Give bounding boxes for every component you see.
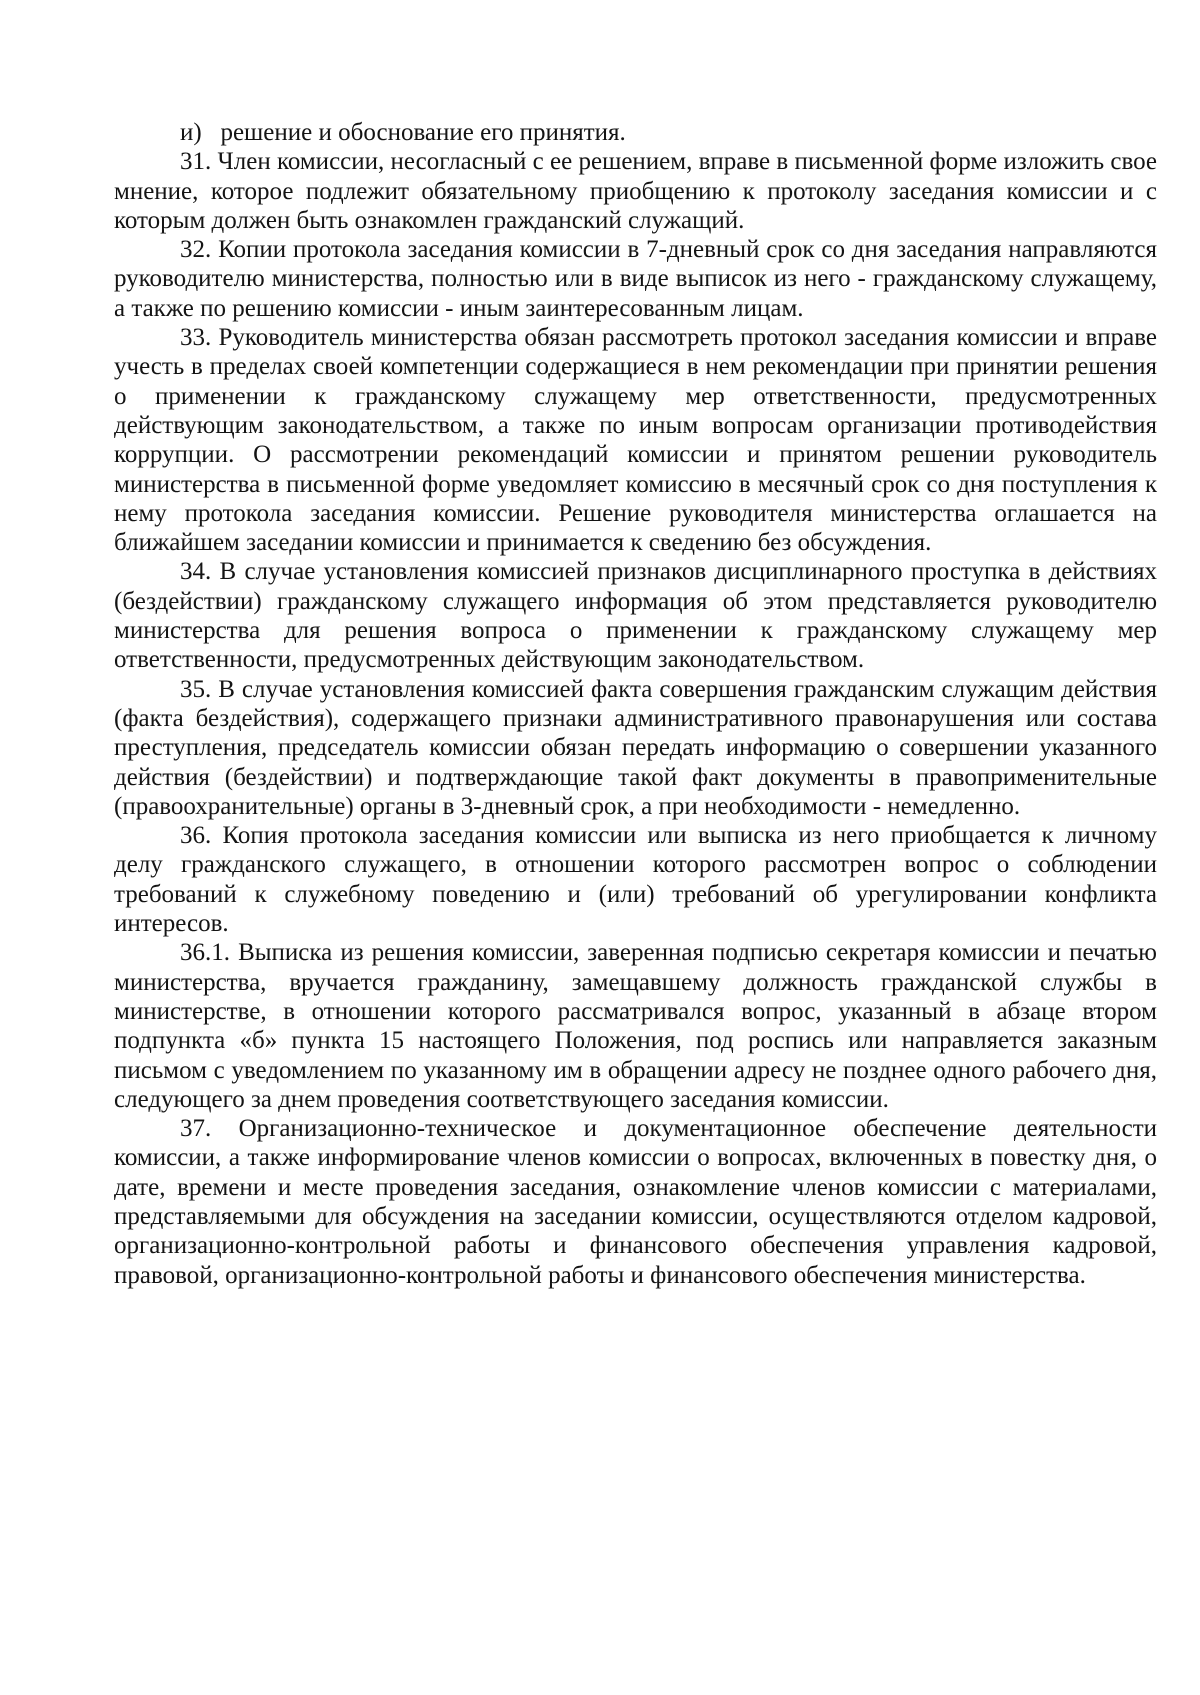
clause-36: 36. Копия протокола заседания комиссии или выписка из него приобщается к личному делу гражданского служащего, в отношении которого рассмотрен вопрос о соблюдении требований к служебному поведению и (или) требований об урегулировании конфликта интересов. [114, 822, 1157, 938]
document-page [114, 118, 1157, 1290]
clause-33: 33. Руководитель министерства обязан рассмотреть протокол заседания комиссии и вправе учесть в пределах своей компетенции содержащиеся в нем рекомендации при принятии решения о применении к гражданскому служащему мер ответственности, предусмотренных действующим законодательством, а также по иным вопросам организации противодействия коррупции. О рассмотрении рекомендаций комиссии и принятом решении руководитель министерства в письменной форме уведомляет комиссию в месячный срок со дня поступления к нему протокола заседания комиссии. Решение руководителя министерства оглашается на ближайшем заседании комиссии и принимается к сведению без обсуждения. [114, 324, 1157, 557]
clause-34: 34. В случае установления комиссией признаков дисциплинарного проступка в действиях (бездействии) гражданскому служащего информация об этом представляется руководителю министерства для решения вопроса о применении к гражданскому служащему мер ответственности, предусмотренных действующим законодательством. [114, 558, 1157, 674]
item-i-decision: и) решение и обоснование его принятия. [180, 119, 626, 146]
clause-32: 32. Копии протокола заседания комиссии в 7-дневный срок со дня заседания направляются руководителю министерства, полностью или в виде выписок из него - гражданскому служащему, а также по решению комиссии - иным заинтересованным лицам. [114, 236, 1157, 322]
clause-37: 37. Организационно-техническое и документационное обеспечение деятельности комиссии, а также информирование членов комиссии о вопросах, включенных в повестку дня, о дате, времени и месте проведения заседания, ознакомление членов комиссии с материалами, представляемыми для обсуждения на заседании комиссии, осуществляются отделом кадровой, организационно-контрольной работы и финансового обеспечения управления кадровой, правовой, организационно-контрольной работы и финансового обеспечения министерства. [114, 1115, 1157, 1289]
clause-31: 31. Член комиссии, несогласный с ее решением, вправе в письменной форме изложить свое мнение, которое подлежит обязательному приобщению к протоколу заседания комиссии и с которым должен быть ознакомлен гражданский служащий. [114, 148, 1157, 234]
clause-36-1: 36.1. Выписка из решения комиссии, заверенная подписью секретаря комиссии и печатью министерства, вручается гражданину, замещавшему должность гражданской службы в министерстве, в отношении которого рассматривался вопрос, указанный в абзаце втором подпункта «б» пункта 15 настоящего Положения, под роспись или направляется заказным письмом с уведомлением по указанному им в обращении адресу не позднее одного рабочего дня, следующего за днем проведения соответствующего заседания комиссии. [114, 939, 1157, 1113]
clause-35: 35. В случае установления комиссией факта совершения гражданским служащим действия (факта бездействия), содержащего признаки административного правонарушения или состава преступления, председатель комиссии обязан передать информацию о совершении указанного действия (бездействии) и подтверждающие такой факт документы в правоприменительные (правоохранительные) органы в 3-дневный срок, а при необходимости - немедленно. [114, 675, 1157, 820]
